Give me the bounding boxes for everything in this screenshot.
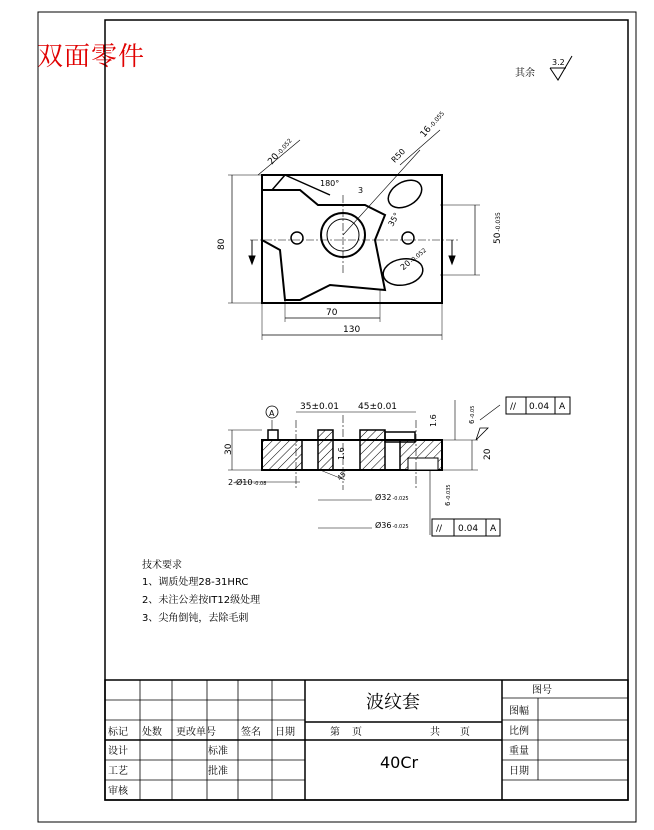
label-weight: 重量	[509, 746, 529, 757]
outer-border	[38, 12, 636, 822]
label-drawing-no: 图号	[532, 685, 552, 696]
label-change-doc: 更改单号	[176, 727, 216, 738]
dim-gap: 3	[358, 186, 364, 195]
dim-step: 6-0.05	[468, 405, 476, 424]
section-view	[228, 400, 500, 535]
label-mark: 标记	[108, 727, 128, 738]
dim-holes: 2-Ø10-0.08	[228, 478, 267, 487]
dim-slot: 20-0.052	[266, 137, 294, 167]
label-standard: 标准	[208, 746, 228, 757]
material: 40Cr	[380, 753, 419, 772]
dim-small-hole: 20-0.052	[398, 246, 428, 272]
label-review: 审核	[108, 786, 128, 797]
tol1-symbol: //	[510, 402, 517, 412]
dim-width-total: 130	[343, 325, 361, 335]
tech-req-title: 技术要求	[142, 560, 182, 571]
label-design: 设计	[108, 746, 128, 757]
dim-radius: R50	[389, 146, 408, 165]
label-total-unit: 页	[460, 727, 470, 738]
oval-hole-top	[383, 175, 426, 214]
dim-angle2: 35°	[386, 211, 402, 228]
label-count: 处数	[142, 727, 162, 738]
dim-bore2: Ø36-0.025	[375, 521, 409, 530]
dim-chamfer: 1.6	[337, 447, 346, 460]
label-total: 共	[430, 727, 440, 738]
part-name: 波纹套	[366, 692, 420, 713]
small-hole-left	[291, 232, 303, 244]
dim-right-height: 20	[483, 448, 493, 460]
tol2-datum: A	[490, 524, 497, 534]
roughness-label: 其余	[515, 68, 535, 79]
tol2-symbol: //	[436, 524, 443, 534]
tol1-value: 0.04	[529, 402, 550, 412]
tech-req-item-3: 3、尖角倒钝，去除毛刺	[142, 613, 249, 624]
dim-angle: 180°	[320, 179, 340, 188]
dim-height: 80	[217, 238, 227, 250]
dim-bore1: Ø32-0.025	[375, 493, 409, 502]
tech-req-item-2: 2、未注公差按IT12级处理	[142, 595, 261, 606]
datum-label: A	[269, 409, 275, 418]
dim-angle-section: 45°	[335, 467, 351, 483]
label-process: 工艺	[108, 766, 128, 777]
label-sign: 签名	[241, 727, 261, 738]
top-view-outline	[262, 175, 442, 303]
dim-width-inner: 70	[326, 308, 338, 318]
roughness-value: 3.2	[552, 58, 565, 67]
dim-chamfer2: 1.6	[429, 414, 438, 427]
top-view	[228, 130, 480, 340]
small-hole-right	[402, 232, 414, 244]
label-date: 日期	[509, 766, 529, 777]
dim-right: 16-0.055	[418, 110, 447, 140]
tol1-datum: A	[559, 402, 566, 412]
label-date2: 日期	[275, 727, 295, 738]
dim-height-right: 50-0.035	[493, 212, 503, 244]
tol2-value: 0.04	[458, 524, 479, 534]
dim-d1: 35±0.01	[300, 402, 340, 412]
label-sheet-size: 图幅	[509, 706, 529, 717]
tech-req-item-1: 1、调质处理28-31HRC	[142, 577, 249, 588]
overlay-title: 双面零件	[37, 42, 146, 72]
dim-step2: 6-0.035	[444, 484, 452, 506]
label-page: 第	[330, 727, 340, 738]
label-page-unit: 页	[352, 727, 362, 738]
label-approve: 批准	[208, 766, 228, 777]
dim-d2: 45±0.01	[358, 402, 398, 412]
dim-section-height: 30	[224, 443, 234, 455]
label-scale: 比例	[509, 726, 529, 737]
